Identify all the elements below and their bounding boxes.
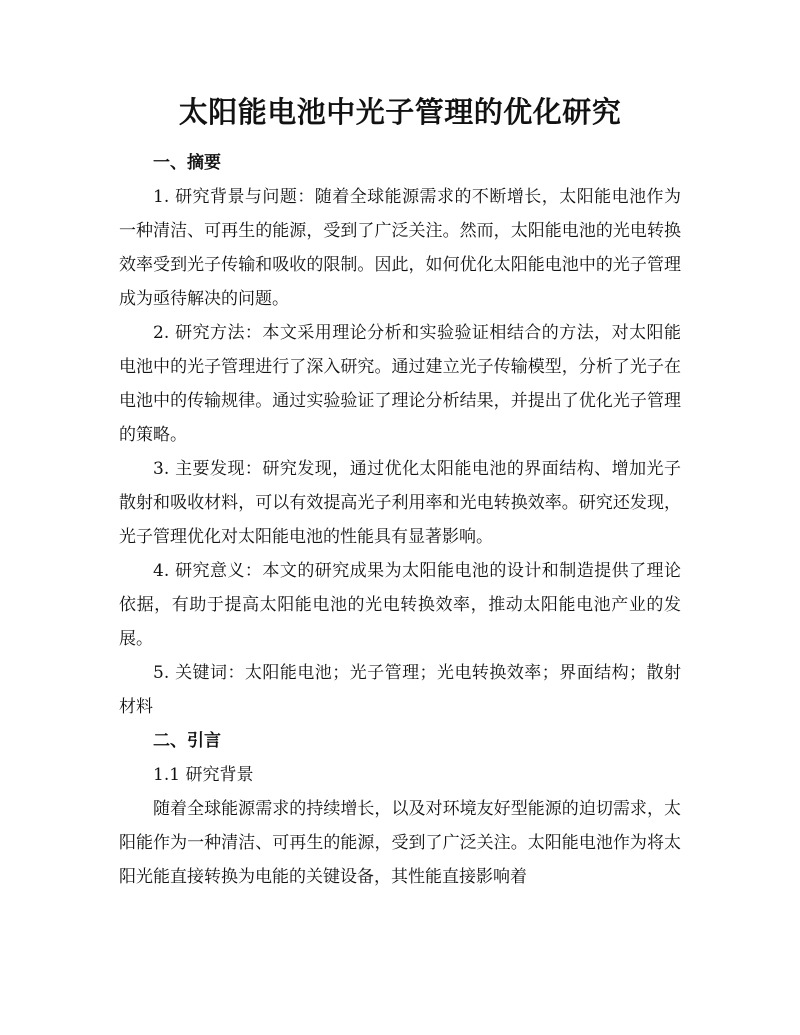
abstract-paragraph-keywords: 5. 关键词：太阳能电池；光子管理；光电转换效率；界面结构；散射材料 [119,663,681,717]
abstract-paragraph-method: 2. 研究方法：本文采用理论分析和实验验证相结合的方法，对太阳能电池中的光子管理进行了深入研究。通过建立光子传输模型，分析了光子在电池中的传输规律。通过实验验证了理论分析结果，并提出了优化光子管理的策略。 [119,323,681,445]
abstract-paragraph-background: 1. 研究背景与问题：随着全球能源需求的不断增长，太阳能电池作为一种清洁、可再生的能源，受到了广泛关注。然而，太阳能电池的光电转换效率受到光子传输和吸收的限制。因此，如何优化太阳能电池中的光子管理成为亟待解决的问题。 [119,187,681,309]
abstract-paragraph-significance: 4. 研究意义：本文的研究成果为太阳能电池的设计和制造提供了理论依据，有助于提高太阳能电池的光电转换效率，推动太阳能电池产业的发展。 [119,561,681,649]
document-body [119,146,681,894]
document-title: 太阳能电池中光子管理的优化研究 [178,95,622,129]
introduction-paragraph: 随着全球能源需求的持续增长，以及对环境友好型能源的迫切需求，太阳能作为一种清洁、可再生的能源，受到了广泛关注。太阳能电池作为将太阳光能直接转换为电能的关键设备，其性能直接影响着 [119,799,681,887]
abstract-heading: 一、摘要 [153,153,221,173]
introduction-heading: 二、引言 [153,731,221,751]
abstract-paragraph-findings: 3. 主要发现：研究发现，通过优化太阳能电池的界面结构、增加光子散射和吸收材料，可以有效提高光子利用率和光电转换效率。研究还发现，光子管理优化对太阳能电池的性能具有显著影响。 [119,459,681,547]
introduction-subheading: 1.1 研究背景 [153,765,254,785]
